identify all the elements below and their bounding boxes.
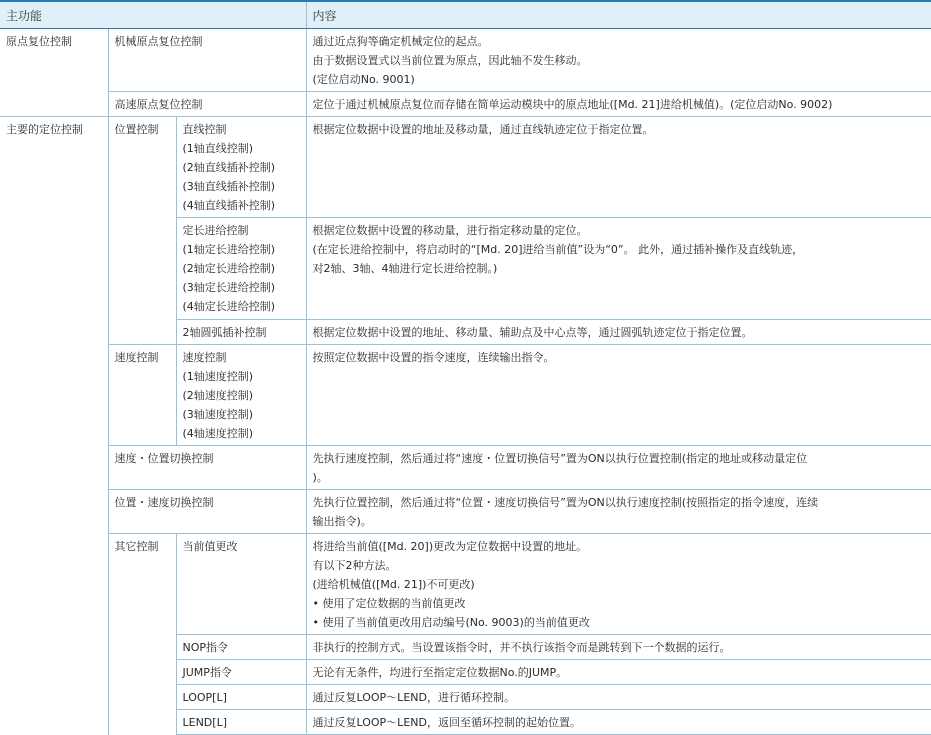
speed-pos-switch-label: 速度・位置切换控制 <box>108 446 306 490</box>
loop-label: LOOP[L] <box>176 685 306 710</box>
arc-ctrl-label: 2轴圆弧插补控制 <box>176 320 306 345</box>
header-main-function: 主功能 <box>0 1 306 29</box>
fixed-feed-content: 根据定位数据中设置的移动量，进行指定移动量的定位。 (在定长进给控制中，将启动时的“[Md. 20]进给当前值”设为“0”。 此外，通过插补操作及直线轨迹， 对2轴、3轴、4轴进行定长进给控制。) <box>306 218 931 320</box>
table-row <box>0 345 931 446</box>
jump-label: JUMP指令 <box>176 660 306 685</box>
current-value-change-content: 将进给当前值([Md. 20])更改为定位数据中设置的地址。 有以下2种方法。 (进给机械值([Md. 21])不可更改) • 使用了定位数据的当前值更改 • 使用了当前值更改用启动编号(No. 9003)的当前值更改 <box>306 534 931 635</box>
group-main-positioning: 主要的定位控制 <box>6 123 83 136</box>
table-row <box>0 92 931 117</box>
speed-ctrl-content: 按照定位数据中设置的指令速度，连续输出指令。 <box>306 345 931 446</box>
speed-pos-switch-content: 先执行速度控制，然后通过将“速度・位置切换信号”置为ON以执行位置控制(指定的地址或移动量定位 )。 <box>306 446 931 490</box>
speed-ctrl-label: 速度控制 <box>108 345 176 446</box>
nop-label: NOP指令 <box>176 635 306 660</box>
loop-content: 通过反复LOOP～LEND，进行循环控制。 <box>306 685 931 710</box>
linear-ctrl-content: 根据定位数据中设置的地址及移动量，通过直线轨迹定位于指定位置。 <box>306 117 931 218</box>
linear-ctrl-label: 直线控制 (1轴直线控制) (2轴直线插补控制) (3轴直线插补控制) (4轴直线插补控制) <box>176 117 306 218</box>
table-row <box>0 534 931 635</box>
pos-ctrl-label: 位置控制 <box>108 117 176 345</box>
table-row <box>0 446 931 490</box>
arc-ctrl-content: 根据定位数据中设置的地址、移动量、辅助点及中心点等，通过圆弧轨迹定位于指定位置。 <box>306 320 931 345</box>
table-header-row <box>0 1 931 29</box>
home-fast-label: 高速原点复位控制 <box>108 92 306 117</box>
header-content: 内容 <box>306 1 931 29</box>
speed-ctrl-sub: 速度控制 (1轴速度控制) (2轴速度控制) (3轴速度控制) (4轴速度控制) <box>176 345 306 446</box>
table-row <box>0 490 931 534</box>
home-mech-content: 通过近点狗等确定机械定位的起点。 由于数据设置式以当前位置为原点，因此轴不发生移动。 (定位启动No. 9001) <box>306 29 931 92</box>
home-fast-content: 定位于通过机械原点复位而存储在简单运动模块中的原点地址([Md. 21]进给机械值)。(定位启动No. 9002) <box>306 92 931 117</box>
other-ctrl-label: 其它控制 <box>108 534 176 735</box>
current-value-change-label: 当前值更改 <box>176 534 306 635</box>
table-row <box>0 117 931 218</box>
home-mech-label: 机械原点复位控制 <box>108 29 306 92</box>
lend-content: 通过反复LOOP～LEND，返回至循环控制的起始位置。 <box>306 710 931 735</box>
fixed-feed-label: 定长进给控制 (1轴定长进给控制) (2轴定长进给控制) (3轴定长进给控制) (4轴定长进给控制) <box>176 218 306 320</box>
lend-label: LEND[L] <box>176 710 306 735</box>
pos-speed-switch-label: 位置・速度切换控制 <box>108 490 306 534</box>
nop-content: 非执行的控制方式。当设置该指令时，并不执行该指令而是跳转到下一个数据的运行。 <box>306 635 931 660</box>
table-row <box>0 29 931 92</box>
pos-speed-switch-content: 先执行位置控制，然后通过将“位置・速度切换信号”置为ON以执行速度控制(按照指定的指令速度，连续 输出指令)。 <box>306 490 931 534</box>
jump-content: 无论有无条件，均进行至指定定位数据No.的JUMP。 <box>306 660 931 685</box>
group-home-return: 原点复位控制 <box>0 29 108 117</box>
